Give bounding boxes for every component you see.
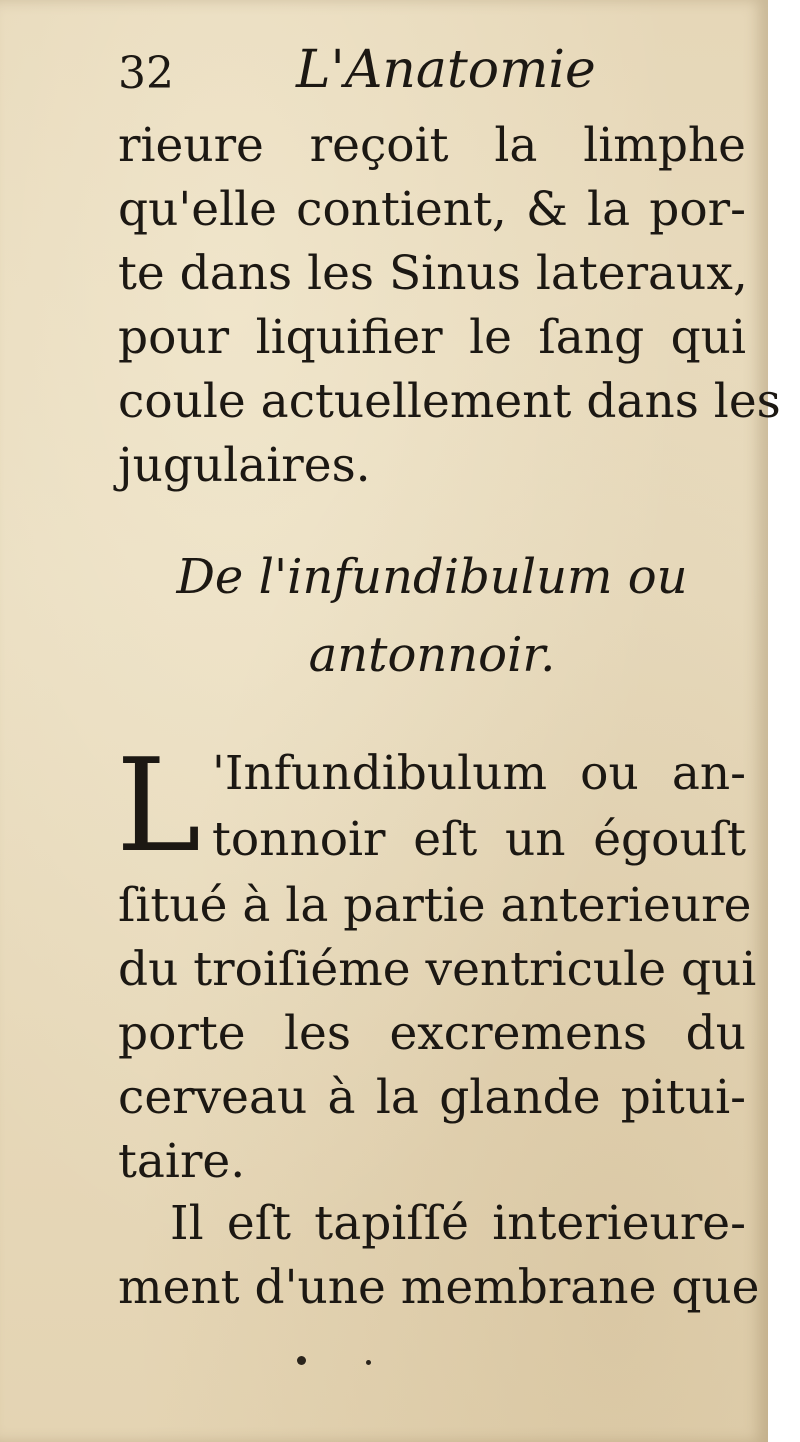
ink-spot — [366, 1360, 371, 1365]
section-heading-line: De l'infundibulum ou — [176, 549, 688, 605]
section-heading-line: antonnoir. — [308, 627, 556, 683]
text-line: tonnoir eſt un égouſt — [212, 812, 746, 867]
page-header — [118, 40, 718, 110]
text-line: porte les excremens du — [118, 1006, 746, 1061]
text-line: pour liquifier le ſang qui — [118, 310, 746, 365]
running-title: L'Anatomie — [296, 40, 596, 100]
text-line: qu'elle contient, & la por- — [118, 182, 746, 237]
text-line: coule actuellement dans les — [118, 374, 781, 429]
text-line: ment d'une membrane que — [118, 1260, 760, 1315]
drop-capital: L — [116, 732, 201, 881]
text-line: rieure reçoit la limphe — [118, 118, 746, 173]
text-line: taire. — [118, 1134, 246, 1189]
text-line: Il eſt tapiſſé interieure- — [170, 1196, 746, 1251]
text-line: cerveau à la glande pitui- — [118, 1070, 746, 1125]
text-line: te dans les Sinus lateraux, — [118, 246, 748, 301]
text-line: jugulaires. — [118, 438, 371, 493]
text-line: ſitué à la partie anterieure — [118, 878, 752, 933]
text-line: du troiſiéme ventricule qui — [118, 942, 757, 997]
page-number: 32 — [118, 48, 174, 99]
ink-spot — [297, 1356, 306, 1365]
text-line: 'Infundibulum ou an- — [212, 746, 746, 801]
